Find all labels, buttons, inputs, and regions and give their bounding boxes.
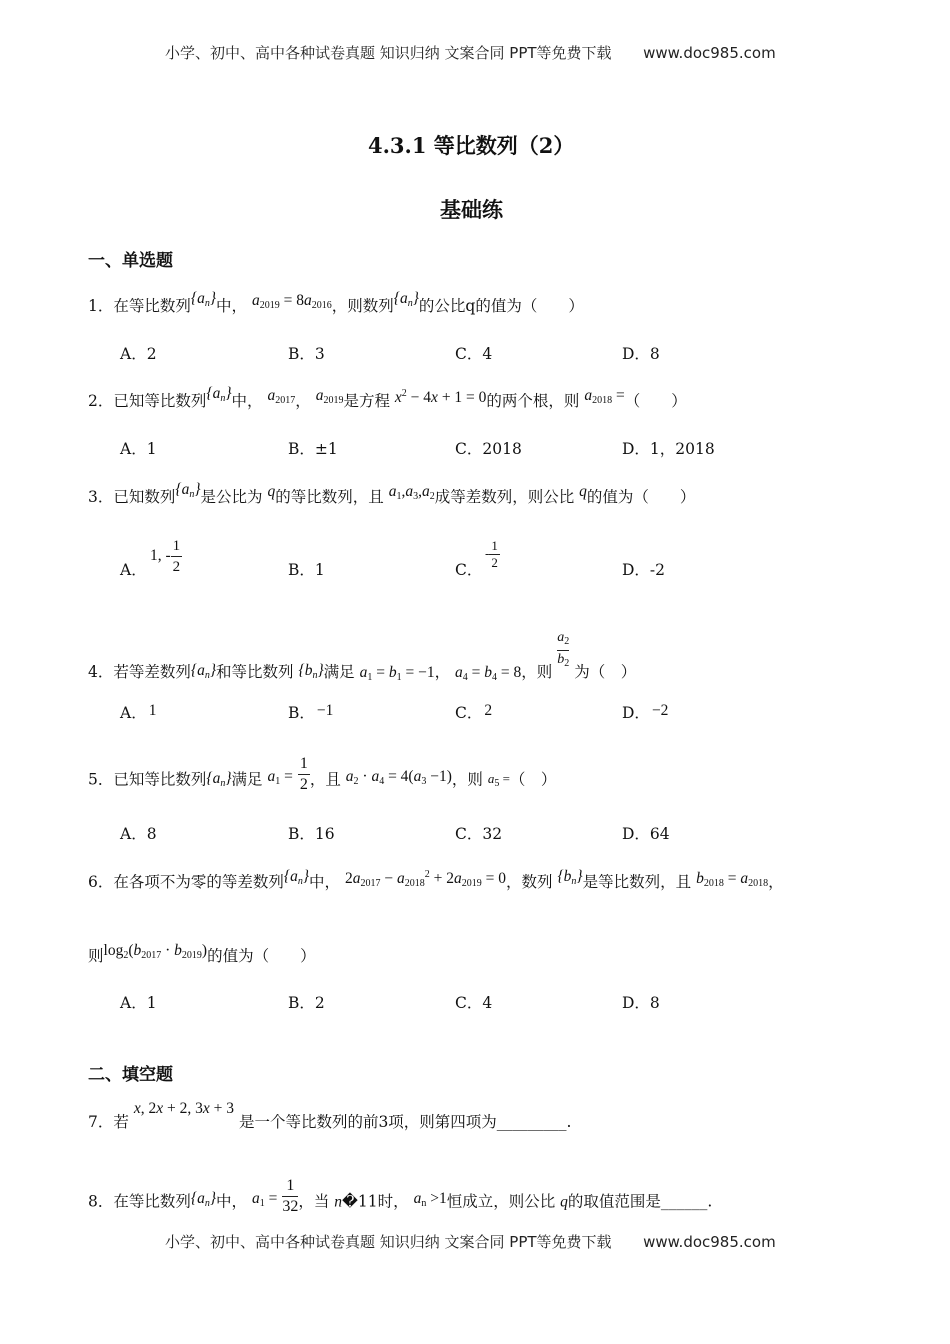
question-5: 5．已知等比数列$\{a_n\}$满足 $a_1$ = $\frac{1}{2}$ ，且 $a_2 \cdot a_4 = 4(a_3 -1)$，则 $a_5$ =（ ） (88, 755, 557, 793)
question-2: 2．已知等比数列$\{a_n\}$中， $a_{2017}$， $a_{2019}$是方程 $x^2 - 4x + 1 = 0$的两个根，则 $a_{2018}$ =（ ） (88, 385, 687, 410)
page-title: 4.3.1 等比数列（2） (368, 133, 575, 158)
page-footer (165, 1231, 776, 1252)
section-heading-fill-in: 二、填空题 (88, 1065, 173, 1085)
q6-option-d[interactable]: D．8 (622, 994, 660, 1012)
question-6: 6．在各项不为零的等差数列$\{a_n\}$中， $2a_{2017} - a_{2018}^2 + 2a_{2019} = 0$，数列 $\{b_n\}$是等比数列，且 $b_{2018} = a_{2018}$， (88, 868, 784, 891)
footer-text: 小学、初中、高中各种试卷真题 知识归纳 文案合同 PPT等免费下载 (165, 1233, 612, 1251)
q2-option-a[interactable]: A．1 (120, 440, 157, 458)
section-heading-single-choice: 一、单选题 (88, 251, 173, 271)
q1-option-b[interactable]: B．3 (288, 345, 325, 363)
footer-url[interactable]: www.doc985.com (643, 1233, 776, 1251)
q3-option-c[interactable]: C． - $\frac{1}{2}$ (455, 538, 498, 579)
q1-option-c[interactable]: C．4 (455, 345, 493, 363)
question-7: 7．若 x, 2x + 2, 3x + 3 是一个等比数列的前3项，则第四项为_________. (88, 1100, 572, 1131)
header-url[interactable]: www.doc985.com (643, 44, 776, 62)
q2-option-d[interactable]: D．1，2018 (622, 440, 715, 458)
question-6-cont: 则$\log_2(b_{2017} \cdot b_{2019})$的值为（ ） (88, 942, 316, 965)
q4-option-b[interactable]: B． −1 (288, 702, 334, 722)
q5-option-a[interactable]: A．8 (120, 825, 157, 843)
question-1: 1．在等比数列$\{a_n\}$中， $a_{2019} = 8a_{2016}$，则数列$\{a_n\}$的公比q的值为（ ） (88, 290, 584, 315)
page-subtitle: 基础练 (440, 197, 503, 222)
page-header (165, 42, 776, 63)
question-8: 8．在等比数列$\{a_n\}$中， $a_1$ = $\frac{1}{32}$ ，当 n�11时， $a_n >1$恒成立，则公比 q的取值范围是______. (88, 1177, 713, 1215)
q3-option-d[interactable]: D．-2 (622, 561, 666, 579)
q1-option-a[interactable]: A．2 (120, 345, 157, 363)
q2-option-c[interactable]: C．2018 (455, 440, 522, 458)
q3-option-a[interactable]: A． 1, - $\frac{1}{2}$ (120, 538, 181, 579)
question-4: 4．若等差数列$\{a_n\}$和等比数列 $\{b_n\}$满足 $a_1 = b_1 = -1$， $a_4 = b_4 = 8$，则 $\frac{a_2}{b_2}$ 为（ ） (88, 630, 637, 683)
q5-option-c[interactable]: C．32 (455, 825, 503, 843)
q6-option-b[interactable]: B．2 (288, 994, 325, 1012)
q5-option-b[interactable]: B．16 (288, 825, 335, 843)
q4-option-c[interactable]: C． 2 (455, 702, 493, 722)
q5-option-d[interactable]: D．64 (622, 825, 670, 843)
q4-option-d[interactable]: D． −2 (622, 702, 669, 722)
q6-option-c[interactable]: C．4 (455, 994, 493, 1012)
q6-option-a[interactable]: A．1 (120, 994, 157, 1012)
q3-option-b[interactable]: B．1 (288, 561, 325, 579)
q2-option-b[interactable]: B．±1 (288, 440, 338, 458)
q1-option-d[interactable]: D．8 (622, 345, 660, 363)
question-3: 3．已知数列$\{a_n\}$是公比为 q的等比数列，且 $a_1,a_3,a_2$成等差数列，则公比 q的值为（ ） (88, 481, 696, 506)
q4-option-a[interactable]: A． 1 (120, 702, 157, 722)
header-text: 小学、初中、高中各种试卷真题 知识归纳 文案合同 PPT等免费下载 (165, 44, 612, 62)
